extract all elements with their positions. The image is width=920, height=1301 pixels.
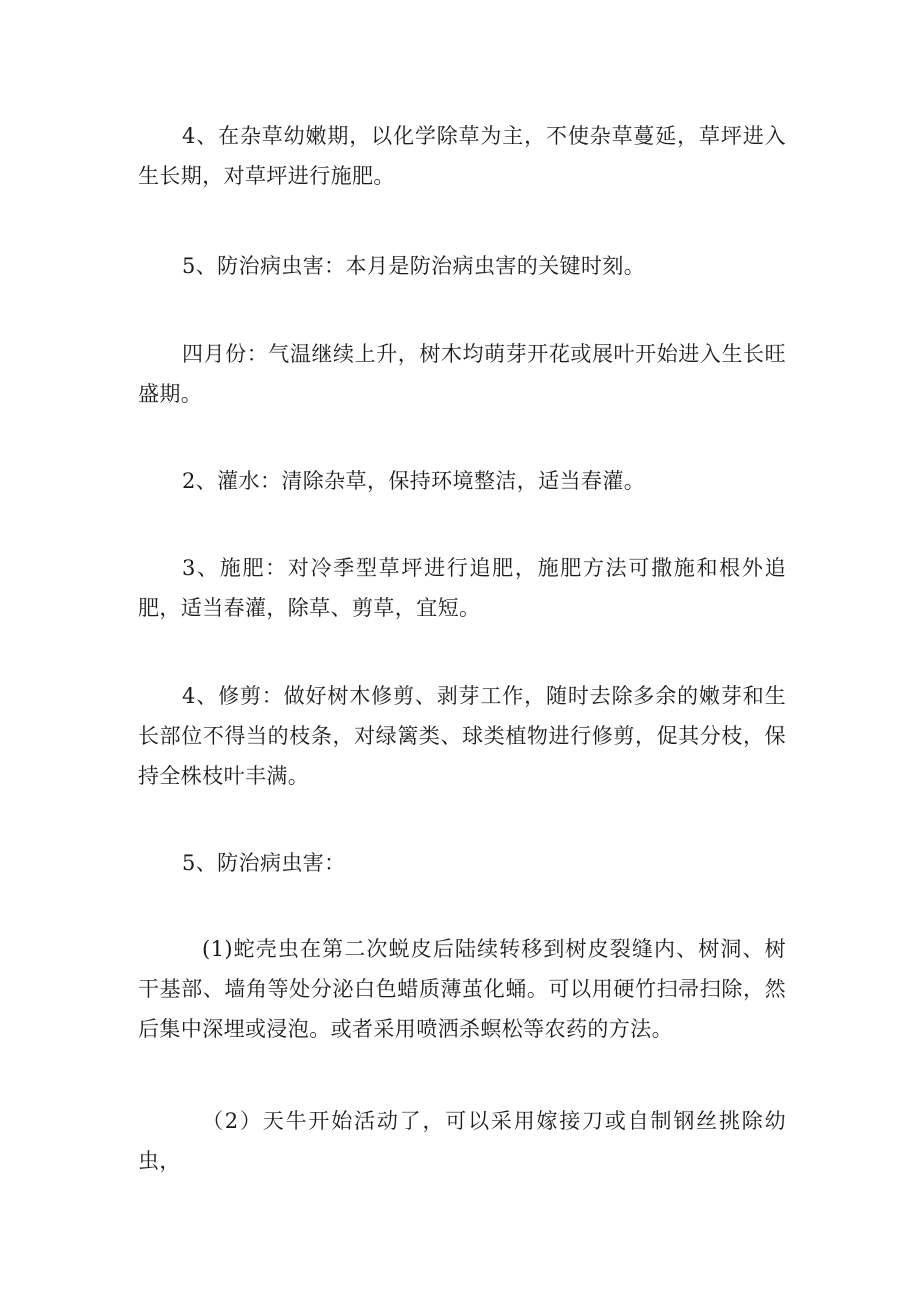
paragraph-pest-control-march: 5、防治病虫害：本月是防治病虫害的关键时刻。: [182, 254, 646, 278]
paragraph-pest-control-april: 5、防治病虫害：: [182, 851, 346, 875]
paragraph-fertilizing: 3、施肥：对冷季型草坪进行追肥，施肥方法可撒施和根外追肥，适当春灌，除草、剪草，宜短。: [138, 556, 786, 620]
paragraph-april-intro: 四月份：气温继续上升，树木均萌芽开花或展叶开始进入生长旺盛期。: [138, 342, 786, 406]
paragraph-longhorn-beetle: （2）天牛开始活动了，可以采用嫁接刀或自制钢丝挑除幼虫，: [138, 1109, 786, 1173]
paragraph-watering: 2、灌水：清除杂草，保持环境整洁，适当春灌。: [182, 469, 646, 493]
paragraph-scale-insect: (1)蛇壳虫在第二次蜕皮后陆续转移到树皮裂缝内、树洞、树干基部、墙角等处分泌白色蜡质薄茧化蛹。可以用硬竹扫帚扫除，然后集中深埋或浸泡。或者采用喷洒杀螟松等农药的方法。: [138, 937, 786, 1041]
paragraph-lawn-weeding: 4、在杂草幼嫩期，以化学除草为主，不使杂草蔓延，草坪进入生长期，对草坪进行施肥。: [138, 124, 786, 188]
paragraph-pruning: 4、修剪：做好树木修剪、剥芽工作，随时去除多余的嫩芽和生长部位不得当的枝条，对绿篱类、球类植物进行修剪，促其分枝，保持全株枝叶丰满。: [138, 684, 786, 788]
